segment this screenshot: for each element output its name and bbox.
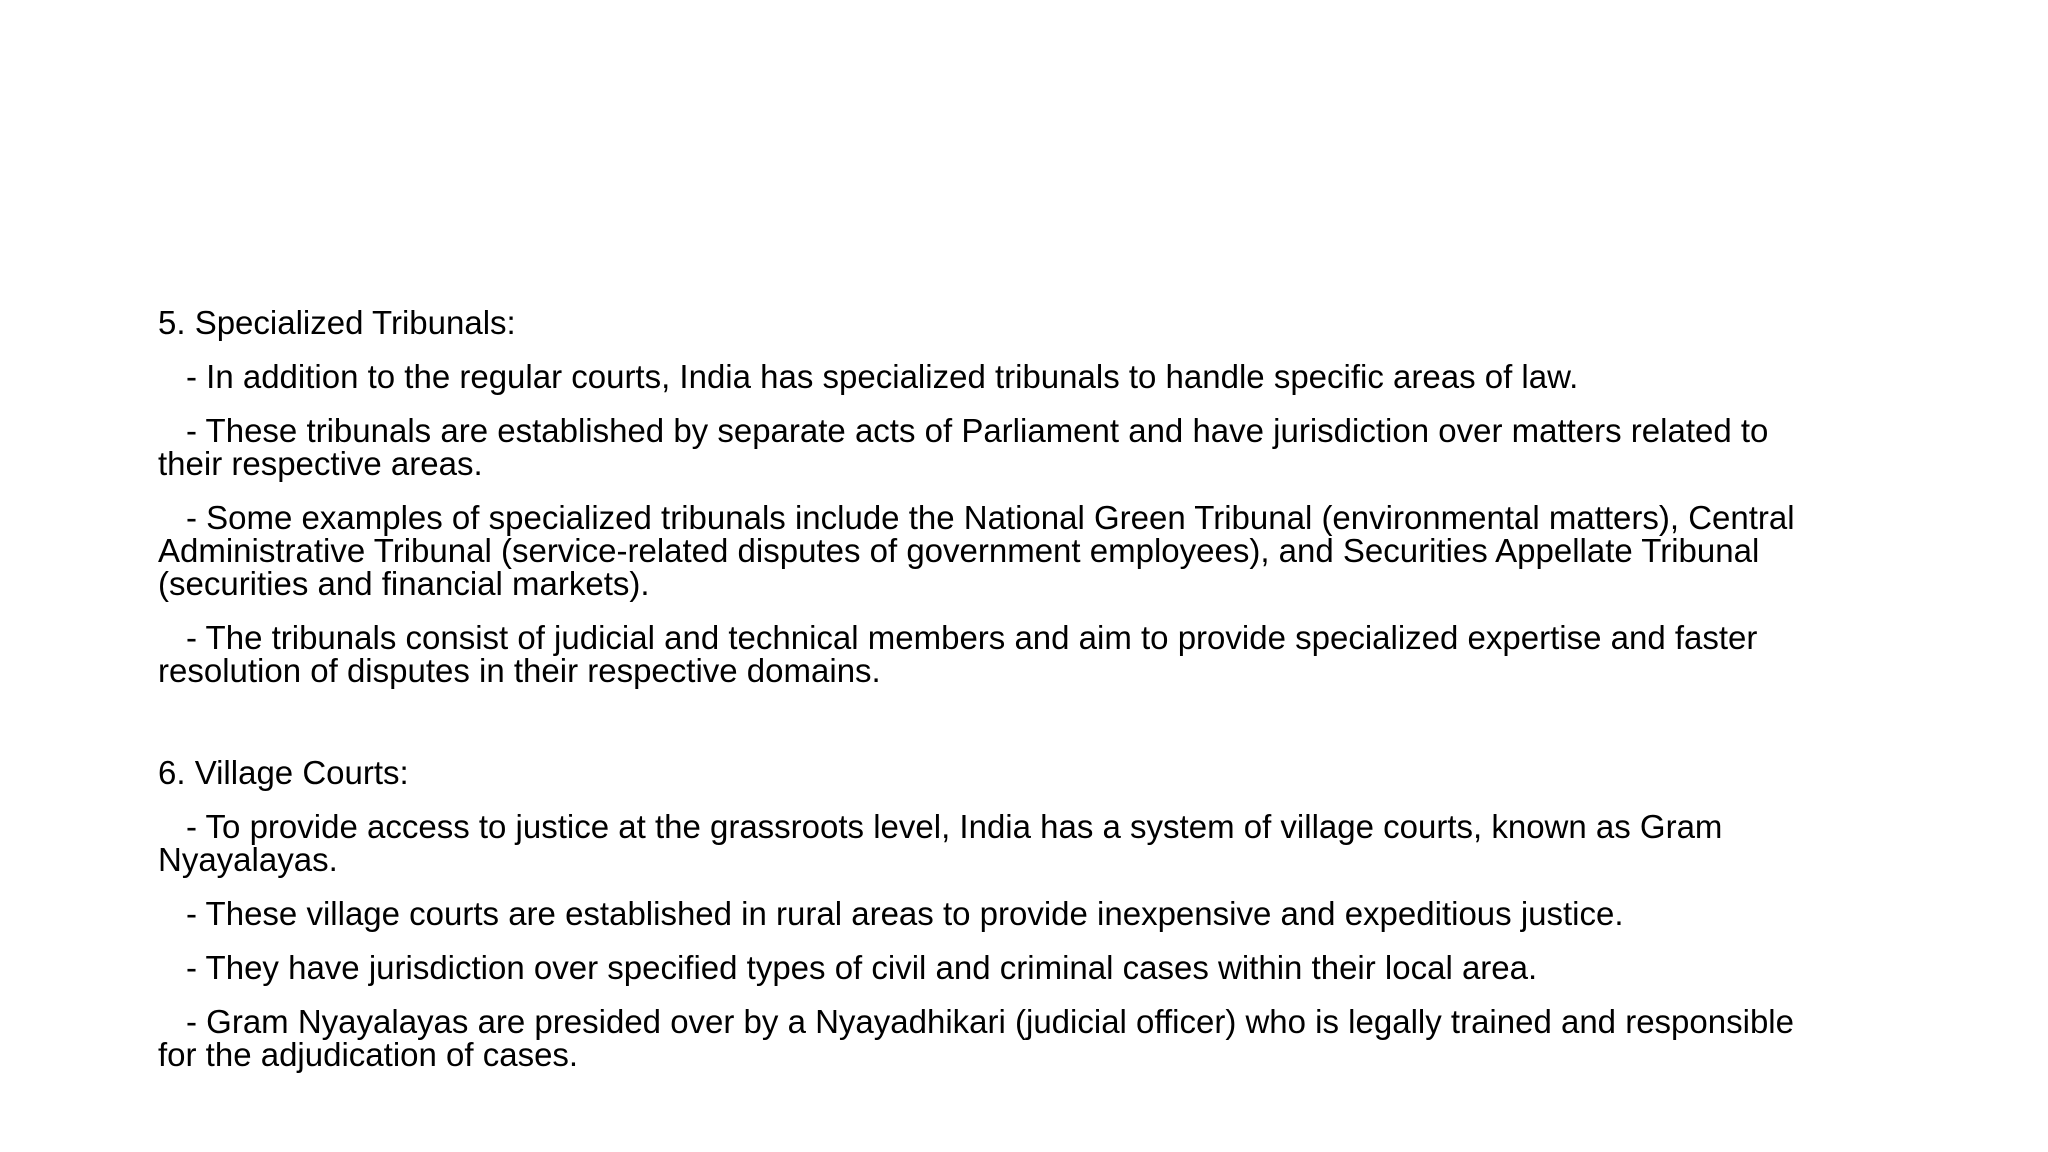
bullet-item: - Gram Nyayalayas are presided over by a Nyayadhikari (judicial officer) who is legally trained and responsible for the adjudication of cases. bbox=[158, 1003, 1794, 1073]
section-spacer bbox=[158, 708, 1818, 756]
bullet-item: - To provide access to justice at the grassroots level, India has a system of village courts, known as Gram Nyayalayas. bbox=[158, 808, 1723, 878]
bullet-item: - These village courts are established in rural areas to provide inexpensive and expeditious justice. bbox=[186, 895, 1624, 932]
section-village-courts bbox=[158, 756, 1818, 1071]
slide-body bbox=[158, 306, 1818, 1092]
section-specialized-tribunals bbox=[158, 306, 1818, 687]
bullet-item: - They have jurisdiction over specified types of civil and criminal cases within their local area. bbox=[186, 949, 1538, 986]
section-heading: 6. Village Courts: bbox=[158, 754, 409, 791]
bullet-item: - In addition to the regular courts, India has specialized tribunals to handle specific areas of law. bbox=[186, 358, 1579, 395]
bullet-item: - These tribunals are established by separate acts of Parliament and have jurisdiction over matters related to their respective areas. bbox=[158, 412, 1769, 482]
section-heading: 5. Specialized Tribunals: bbox=[158, 304, 516, 341]
bullet-item: - Some examples of specialized tribunals include the National Green Tribunal (environmental matters), Central Administrative Tribunal (service-related disputes of government employees), and Securities Appellate Tribunal (securities and financial markets). bbox=[158, 499, 1795, 602]
bullet-item: - The tribunals consist of judicial and technical members and aim to provide specialized expertise and faster resolution of disputes in their respective domains. bbox=[158, 619, 1758, 689]
